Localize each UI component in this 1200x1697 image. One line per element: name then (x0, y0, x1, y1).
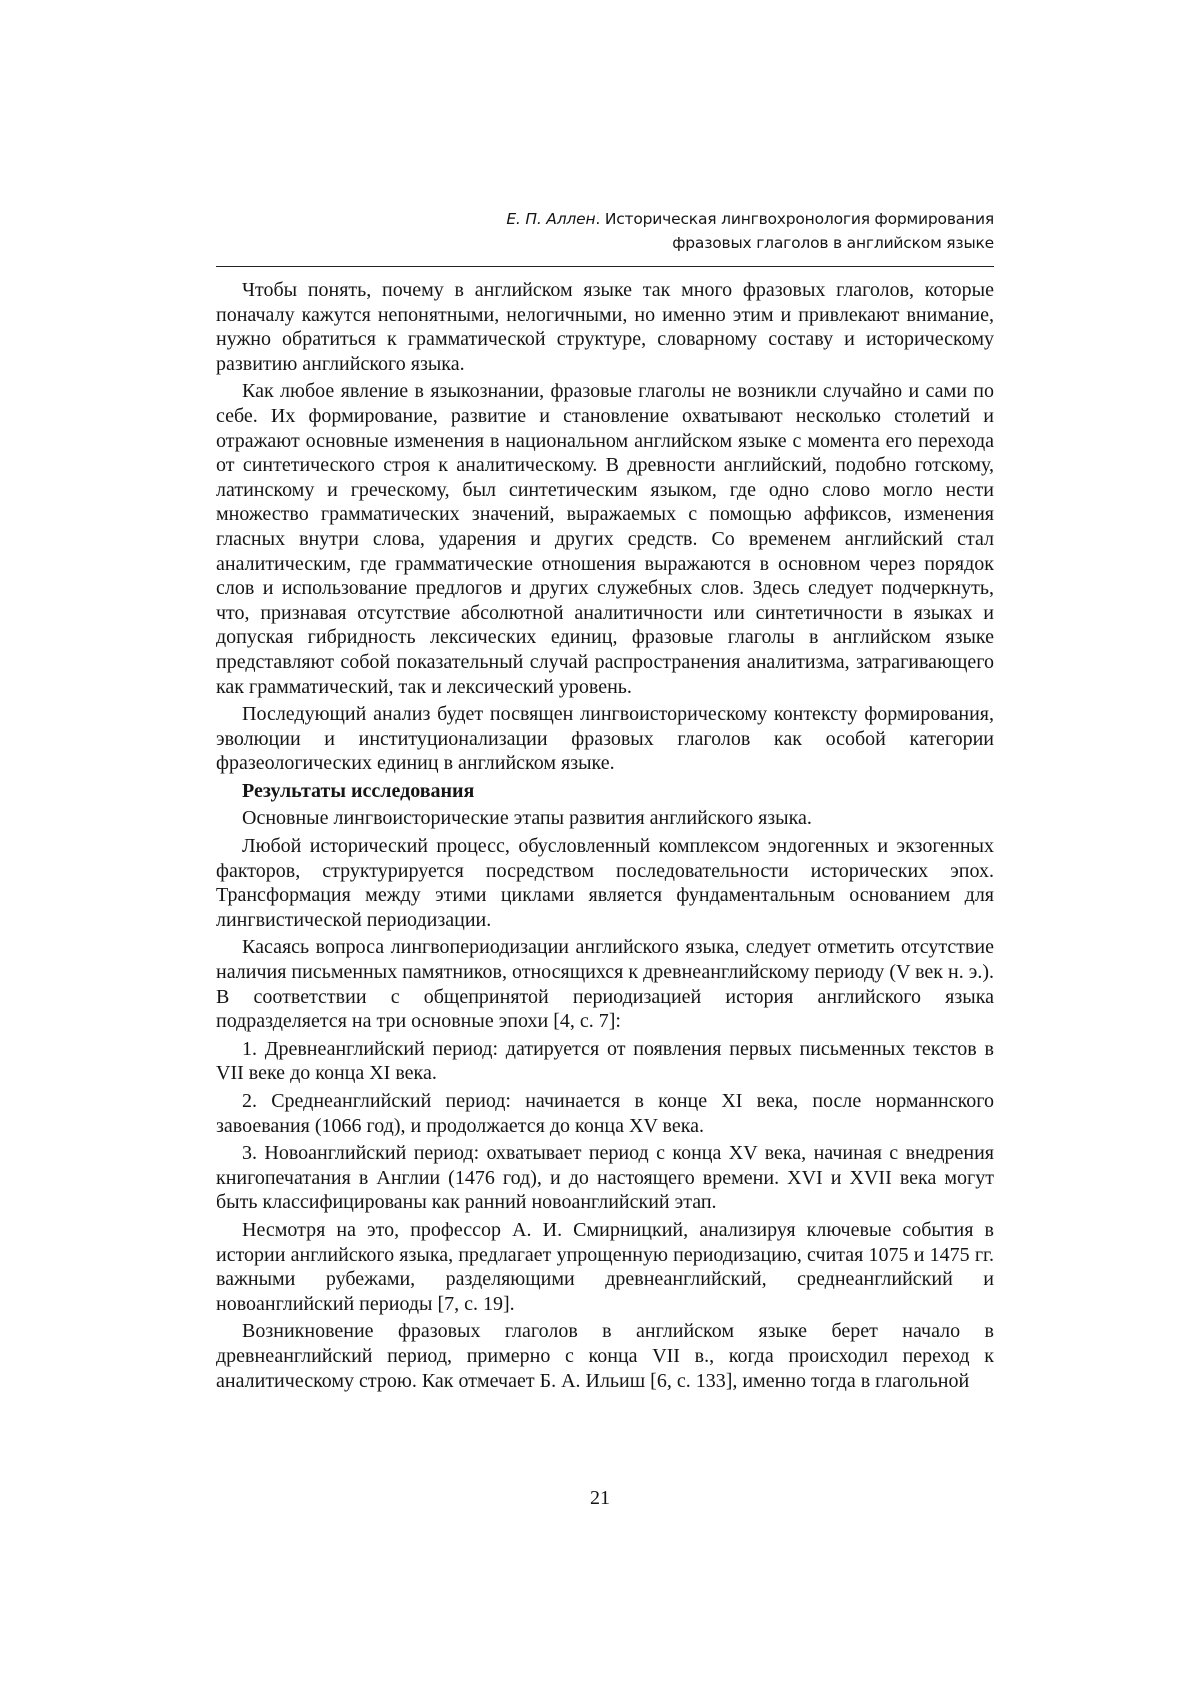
running-head-author: Е. П. Аллен (506, 210, 595, 228)
paragraph-smirnitsky: Несмотря на это, профессор А. И. Смирницкий, анализируя ключевые события в истории английского языка, предлагает упрощенную периодизацию, считая 1075 и 1475 гг. важными рубежами, разделяющими древнеанглийский, среднеанглийский и новоанглийский периоды [7, с. 19]. (216, 1218, 994, 1316)
paragraph-origin-phrasal-verbs: Возникновение фразовых глаголов в английском языке берет начало в древнеанглийский период, примерно с конца VII в., когда происходил переход к аналитическому строю. Как отмечает Б. А. Ильиш [6, с. 133], именно тогда в глагольной (216, 1319, 994, 1393)
paragraph-periodization: Касаясь вопроса лингвопериодизации английского языка, следует отметить отсутствие наличия письменных памятников, относящихся к древнеанглийскому периоду (V век н. э.). В соответствии с общепринятой периодизацией история английского языка подразделяется на три основные эпохи [4, с. 7]: (216, 935, 994, 1033)
header-rule (216, 266, 994, 267)
list-item-middle-english: 2. Среднеанглийский период: начинается в конце XI века, после норманнского завоевания (1066 год), и продолжается до конца XV века. (216, 1089, 994, 1138)
page-number: 21 (0, 1487, 1200, 1510)
paragraph-intro: Чтобы понять, почему в английском языке так много фразовых глаголов, которые поначалу кажутся непонятными, нелогичными, но именно этим и привлекают внимание, нужно обратиться к грамматической структуре, словарному составу и историческому развитию английского языка. (216, 278, 994, 376)
paragraph-stages-title: Основные лингвоисторические этапы развития английского языка. (216, 806, 994, 831)
paragraph-historical-process: Любой исторический процесс, обусловленный комплексом эндогенных и экзогенных факторов, структурируется посредством последовательности исторических эпох. Трансформация между этими циклами является фундаментальным основанием для лингвистической периодизации. (216, 834, 994, 932)
paragraph-synthetic-analytic: Как любое явление в языкознании, фразовые глаголы не возникли случайно и сами по себе. Их формирование, развитие и становление охватывают несколько столетий и отражают основные изменения в национальном английском языке с момента его перехода от синтетического строя к аналитическому. В древности английский, подобно готскому, латинскому и греческому, был синтетическим языком, где одно слово могло нести множество грамматических значений, выражаемых с помощью аффиксов, изменения гласных внутри слова, ударения и других средств. Со временем английский стал аналитическим, где грамматические отношения выражаются в основном через порядок слов и использование предлогов и других служебных слов. Здесь следует подчеркнуть, что, признавая отсутствие абсолютной аналитичности или синтетичности в языках и допуская гибридность лексических единиц, фразовые глаголы в английском языке представляют собой показательный случай распространения аналитизма, затрагивающего как грамматический, так и лексический уровень. (216, 379, 994, 699)
running-head-line-1 (216, 207, 994, 231)
article-body (216, 278, 994, 1396)
paragraph-analysis-scope: Последующий анализ будет посвящен лингвоисторическому контексту формирования, эволюции и институционализации фразовых глаголов как особой категории фразеологических единиц в английском языке. (216, 702, 994, 776)
list-item-old-english: 1. Древнеанглийский период: датируется от появления первых письменных текстов в VII веке до конца XI века. (216, 1037, 994, 1086)
section-heading-results: Результаты исследования (216, 779, 994, 804)
running-head-title-1: . Историческая лингвохронология формирования (595, 210, 994, 228)
running-head-title-2: фразовых глаголов в английском языке (216, 231, 994, 255)
running-head (216, 207, 994, 255)
list-item-new-english: 3. Новоанглийский период: охватывает период с конца XV века, начиная с внедрения книгопечатания в Англии (1476 год), и до настоящего времени. XVI и XVII века могут быть классифицированы как ранний новоанглийский этап. (216, 1141, 994, 1215)
